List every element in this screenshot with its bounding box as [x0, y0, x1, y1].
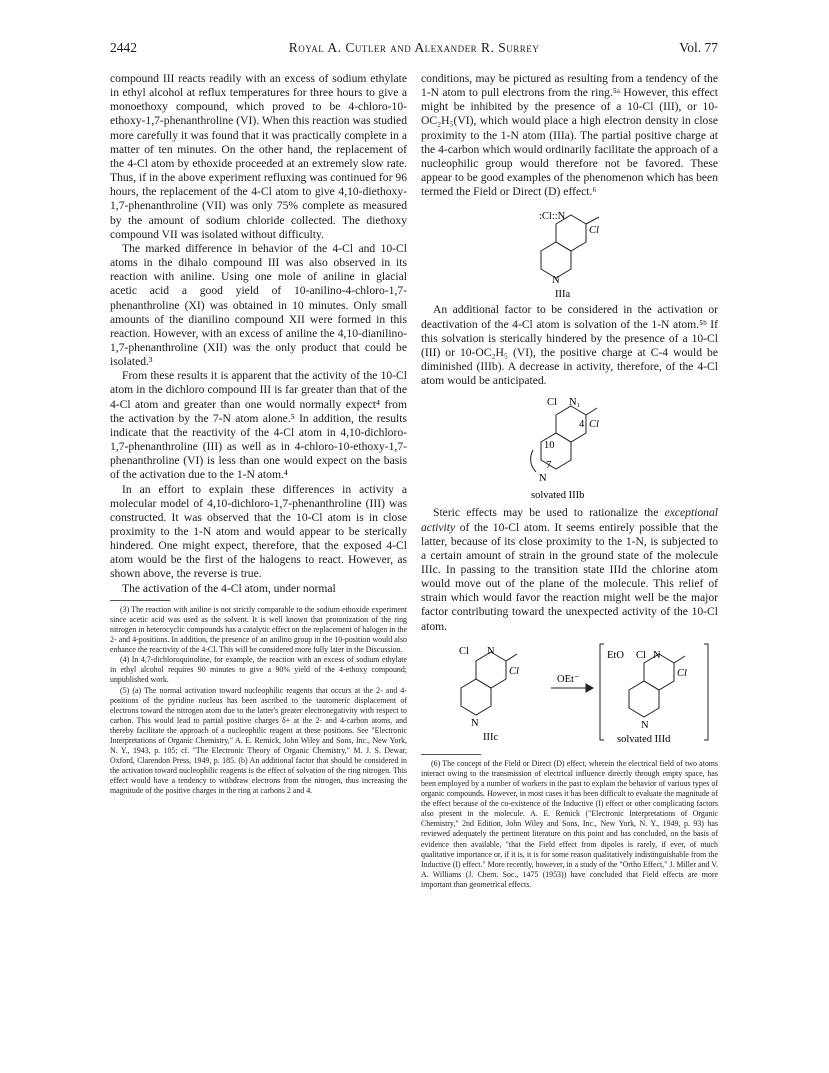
right-column: [421, 72, 718, 890]
paragraph: From these results it is apparent that the activity of the 10-Cl atom in the dichloro compound III is far greater than that of the 4-Cl atom and greater than one would normally expect⁴ from the activation by the 7-N atom alone.⁵ In addition, the results indicate that the reactivity of the 4-Cl atom in 4,10-dichloro-1,7-phenanthroline (III) as well as in 4-chloro-10-ethoxy-1,7-phenanthroline (VI) is less than one would expect on the basis of the activation due to the 1-N atom.⁴: [110, 369, 407, 482]
paragraph: In an effort to explain these differences in activity a molecular model of 4,10-dichloro-1,7-phenanthroline (III) was constructed. It was observed that the 10-Cl atom is in close proximity to the 1-N atom and would appear to be sterically hindered. One might expect, therefore, that the exposed 4-Cl atom would be the first of the halogens to react. However, as shown above, the reverse is true.: [110, 482, 407, 581]
structure-IIIb: [421, 392, 718, 502]
volume-number: Vol. 77: [679, 40, 718, 55]
paragraph-rest: of the 10-Cl atom. It seems entirely possible that the latter, because of its close proximity to the 1-N, is subjected to a certain amount of strain in the ground state of the molecule IIIc. In passing to the transition state IIId the chlorine atom would move out of the plane of the molecule. This relief of strain which would favor the reaction might well be the major factor contributing toward the unexpected activity of the 10-Cl atom.: [421, 520, 718, 633]
footnote-divider: [110, 600, 170, 601]
paragraph: conditions, may be pictured as resulting from a tendency of the 1-N atom to pull electrons from the ring.⁵ᵃ However, this effect might be inhibited by the presence of a 10-Cl (III), or 10-OC₂H₅(VI), which would place a high electron density in close proximity to the 1-N atom (IIIa). The partial positive charge at the 4-carbon which would ordinarily facilitate the approach of a nucleophilic group would therefore not be favored. These appear to be good examples of the phenomenon which has been termed the Field or Direct (D) effect.⁶: [421, 72, 718, 199]
IIId-caption: solvated IIId: [617, 733, 671, 745]
paragraph: [421, 506, 718, 633]
IIIa-caption: IIIa: [555, 289, 571, 300]
IIIc-cl2-label: Cl: [509, 665, 519, 677]
IIId-eto-label: EtO: [607, 649, 624, 661]
IIId-n-label: N: [653, 649, 661, 661]
IIId-n2-label: N: [641, 719, 649, 731]
structure-IIIb-drawing: [421, 392, 718, 502]
paragraph: The activation of the 4-Cl atom, under normal: [122, 581, 336, 595]
reaction-scheme-drawing: [421, 638, 718, 750]
IIIb-7-label: 7: [546, 460, 552, 472]
left-column: [110, 72, 407, 797]
IIIa-n-label: N: [552, 275, 560, 287]
IIId-cl-label: Cl: [636, 649, 646, 661]
page-number: 2442: [110, 40, 137, 55]
IIIb-cl-label: Cl: [547, 397, 557, 409]
structure-IIIa: [421, 203, 718, 299]
footnote-5-block: [110, 686, 407, 797]
footnote-6: (6) The concept of the Field or Direct (D) effect, wherein the electrical field of two atoms interact owing to the transmission of electrical influence directly through empty space, has been employed by a number of workers in the past to explain the behavior of various types of organic compounds. However, in most cases it has been difficult to evaluate the magnitude of the effect because of the co-existence of the Inductive (I) effect or other complicating factors also present in the molecule. A. E. Remick ("Electronic Interpretations of Organic Chemistry," 2nd Edition, John Wiley and Sons, Inc., New York, N. Y., 1949, p. 93) has reviewed adequately the pertinent literature on this point and has concluded, on the basis of evidence then available, "that the Field effect from dipoles is rarely, if ever, of much qualitative importance or, if it is, it is for some reason qualitatively indistinguishable from the Inductive (I) effect." More recently, however, in a study of the "Ortho Effect," J. Miller and V. A. Williams (J. Chem. Soc., 1475 (1953)) have concluded that Field effects are more important than geometrical effects.: [421, 758, 718, 889]
running-title: Royal A. Cutler and Alexander R. Surrey: [288, 40, 540, 55]
IIIa-top-label: :Cl::N: [539, 211, 566, 223]
footnote-divider: [421, 754, 481, 755]
paragraph: compound III reacts readily with an excess of sodium ethylate in ethyl alcohol at reflux temperatures for three hours to give a monoethoxy compound, which proved to be 4-chloro-10-ethoxy-1,7-phenanthroline (VI). When this reaction was studied more carefully it was found that it was practically complete in a matter of ten minutes. On the other hand, the replacement of the 4-Cl atom by ethoxide proceeded at an extremely slow rate. Thus, if in the above experiment refluxing was continued for 96 hours, the replacement of the 4-Cl atom to give 4,10-diethoxy-1,7-phenanthroline (VII) was only 75% complete as measured by the amount of sodium chloride collected. The diethoxy compound VII was isolated without difficulty.: [110, 72, 407, 241]
paragraph: An additional factor to be considered in the activation or deactivation of the 4-Cl atom is solvation of the 1-N atom.⁵ᵇ If this solvation is sterically hindered by the presence of a 10-Cl (III) or 10-OC₂H₅ (VI), the positive charge at C-4 would be diminished (IIIb). A decrease in activity, therefore, of the 4-Cl atom would be anticipated.: [421, 303, 718, 388]
paragraph-start: Steric effects may be used to rationalize the: [433, 506, 665, 520]
IIIa-cl-label: Cl: [589, 225, 599, 237]
IIIb-n-label: N: [539, 473, 547, 485]
IIIc-cl-label: Cl: [459, 645, 469, 657]
IIIb-n1-label: N₁: [569, 397, 581, 409]
arrow-reagent-label: OEt⁻: [557, 673, 580, 685]
IIId-cl2-label: Cl: [677, 667, 687, 679]
footnote-4: (4) In 4,7-dichloroquinoline, for example, the reaction with an excess of sodium ethylate in ethyl alcohol requires 90 minutes to give a 90% yield of the 4-ethoxy compound; unpublished work.: [110, 655, 407, 685]
IIIb-cl2-label: Cl: [589, 419, 599, 431]
footnote-3: (3) The reaction with aniline is not strictly comparable to the sodium ethoxide experiment since acetic acid was used as the solvent. It is well known that protonization of the ring nitrogen in heterocyclic compounds has a catalytic effect on the replacement of halogen in the 2- and 4-positions. In addition, the presence of an anilino group in the 10-position would also enhance the reactivity of the 4-Cl. This will be considered more fully later in the Discussion.: [110, 604, 407, 655]
reaction-scheme: [421, 638, 718, 750]
IIIc-caption: IIIc: [483, 731, 499, 743]
IIIc-n-label: N: [487, 645, 495, 657]
footnote-5: (5) (a) The normal activation toward nucleophilic reagents that occurs at the 2- and 4-positions of the pyridine nucleus has been ascribed to the tautomeric displacement of electrons toward the nitrogen atom due to the latter's greater electronegativity with respect to carbon. This would lead to partial positive charges δ+ at the 2- and 4-carbon atoms, and thereby facilitate the approach of a nucleophilic reagent at these positions. See "Electronic Interpretations of Organic Chemistry," A. E. Remick, John Wiley and Sons, Inc., New York, N. Y., 1943, p. 105; cf. "The Electronic Theory of Organic Chemistry," M. J. S. Dewar, Oxford, Clarendon Press, 1949, p. 185. (b) An additional factor that should be considered in the activation toward nucleophilic reagents is the effect of solvation of the ring nitrogen. This effect would have a tendency to withdraw electrons from the nitrogen, thus increasing the magnitude of the positive charges in the ring at carbons 2 and 4.: [110, 685, 407, 796]
IIIb-caption: solvated IIIb: [531, 490, 585, 502]
emphasis-text: exceptional activity: [421, 506, 718, 534]
IIIb-10-label: 10: [544, 440, 555, 452]
IIIc-n2-label: N: [471, 717, 479, 729]
structure-IIIa-drawing: [421, 203, 718, 299]
running-header: [110, 40, 718, 58]
paragraph: The marked difference in behavior of the 4-Cl and 10-Cl atoms in the dihalo compound III was also observed in its reaction with aniline. Using one mole of aniline in glacial acetic acid a good yield of 10-anilino-4-chloro-1,7-phenanthroline (XI) was obtained in 10 minutes. Only small amounts of the dianilino compound XII were formed in this reaction. However, with an excess of aniline the 4,10-dianilino-1,7-phenanthroline (XII) was the only product that could be isolated.³: [110, 241, 407, 369]
IIIb-4-label: 4: [579, 419, 585, 431]
